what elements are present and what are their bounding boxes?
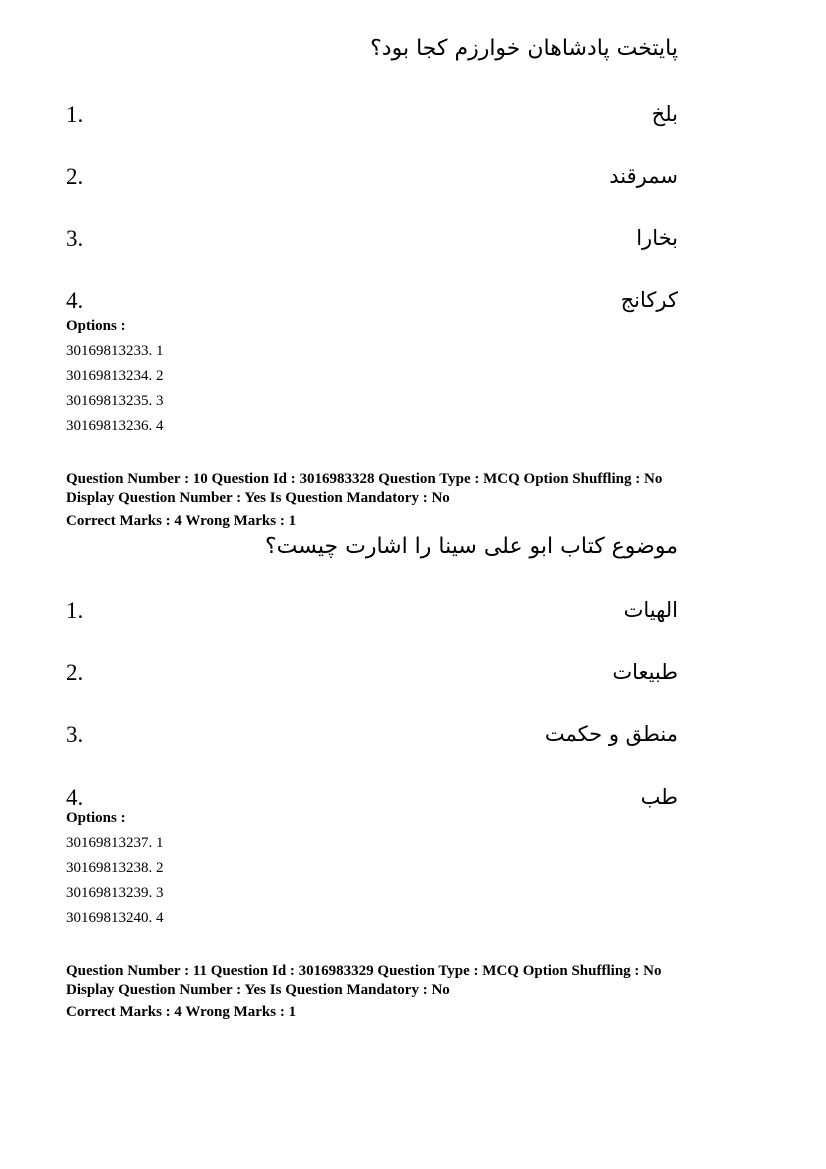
question-text: پایتخت پادشاهان خوارزم کجا بود؟: [370, 36, 678, 61]
question-meta-line: Question Number : 11 Question Id : 3016983329 Question Type : MCQ Option Shuffling : No: [66, 963, 662, 979]
option-number: 3.: [66, 226, 84, 251]
question-meta-line: Question Number : 10 Question Id : 3016983328 Question Type : MCQ Option Shuffling : No: [66, 471, 663, 487]
option-row: [66, 652, 678, 686]
question-marks-line: Correct Marks : 4 Wrong Marks : 1: [66, 1004, 297, 1020]
option-text: سمرقند: [609, 164, 678, 188]
option-row: [66, 94, 678, 128]
question-text: موضوع کتاب ابو علی سینا را اشارت چیست؟: [264, 534, 678, 559]
option-id: 30169813237. 1: [66, 835, 164, 851]
option-id: 30169813235. 3: [66, 393, 164, 409]
options-label: Options :: [66, 810, 126, 826]
option-number: 2.: [66, 164, 84, 189]
option-id: 30169813240. 4: [66, 910, 164, 926]
options-label: Options :: [66, 318, 126, 334]
option-number: 1.: [66, 102, 84, 127]
option-number: 2.: [66, 660, 84, 685]
option-number: 4.: [66, 785, 84, 810]
option-row: [66, 156, 678, 190]
option-id: 30169813238. 2: [66, 860, 164, 876]
option-text: الهیات: [623, 598, 678, 622]
option-id: 30169813236. 4: [66, 418, 164, 434]
option-text: کرکانج: [620, 288, 678, 312]
question-meta-line: Display Question Number : Yes Is Question Mandatory : No: [66, 490, 450, 506]
option-text: بلخ: [651, 102, 678, 126]
option-row: [66, 590, 678, 624]
option-number: 4.: [66, 288, 84, 313]
option-row: [66, 777, 678, 811]
option-row: [66, 714, 678, 748]
option-row: [66, 218, 678, 252]
option-row: [66, 280, 678, 314]
option-text: منطق و حکمت: [544, 722, 678, 746]
option-number: 1.: [66, 598, 84, 623]
option-id: 30169813233. 1: [66, 343, 164, 359]
option-id: 30169813234. 2: [66, 368, 164, 384]
option-text: طب: [640, 785, 678, 809]
question-marks-line: Correct Marks : 4 Wrong Marks : 1: [66, 513, 297, 529]
option-text: بخارا: [636, 226, 678, 250]
question-meta-line: Display Question Number : Yes Is Question Mandatory : No: [66, 982, 450, 998]
option-id: 30169813239. 3: [66, 885, 164, 901]
option-number: 3.: [66, 722, 84, 747]
option-text: طبیعات: [612, 660, 678, 684]
